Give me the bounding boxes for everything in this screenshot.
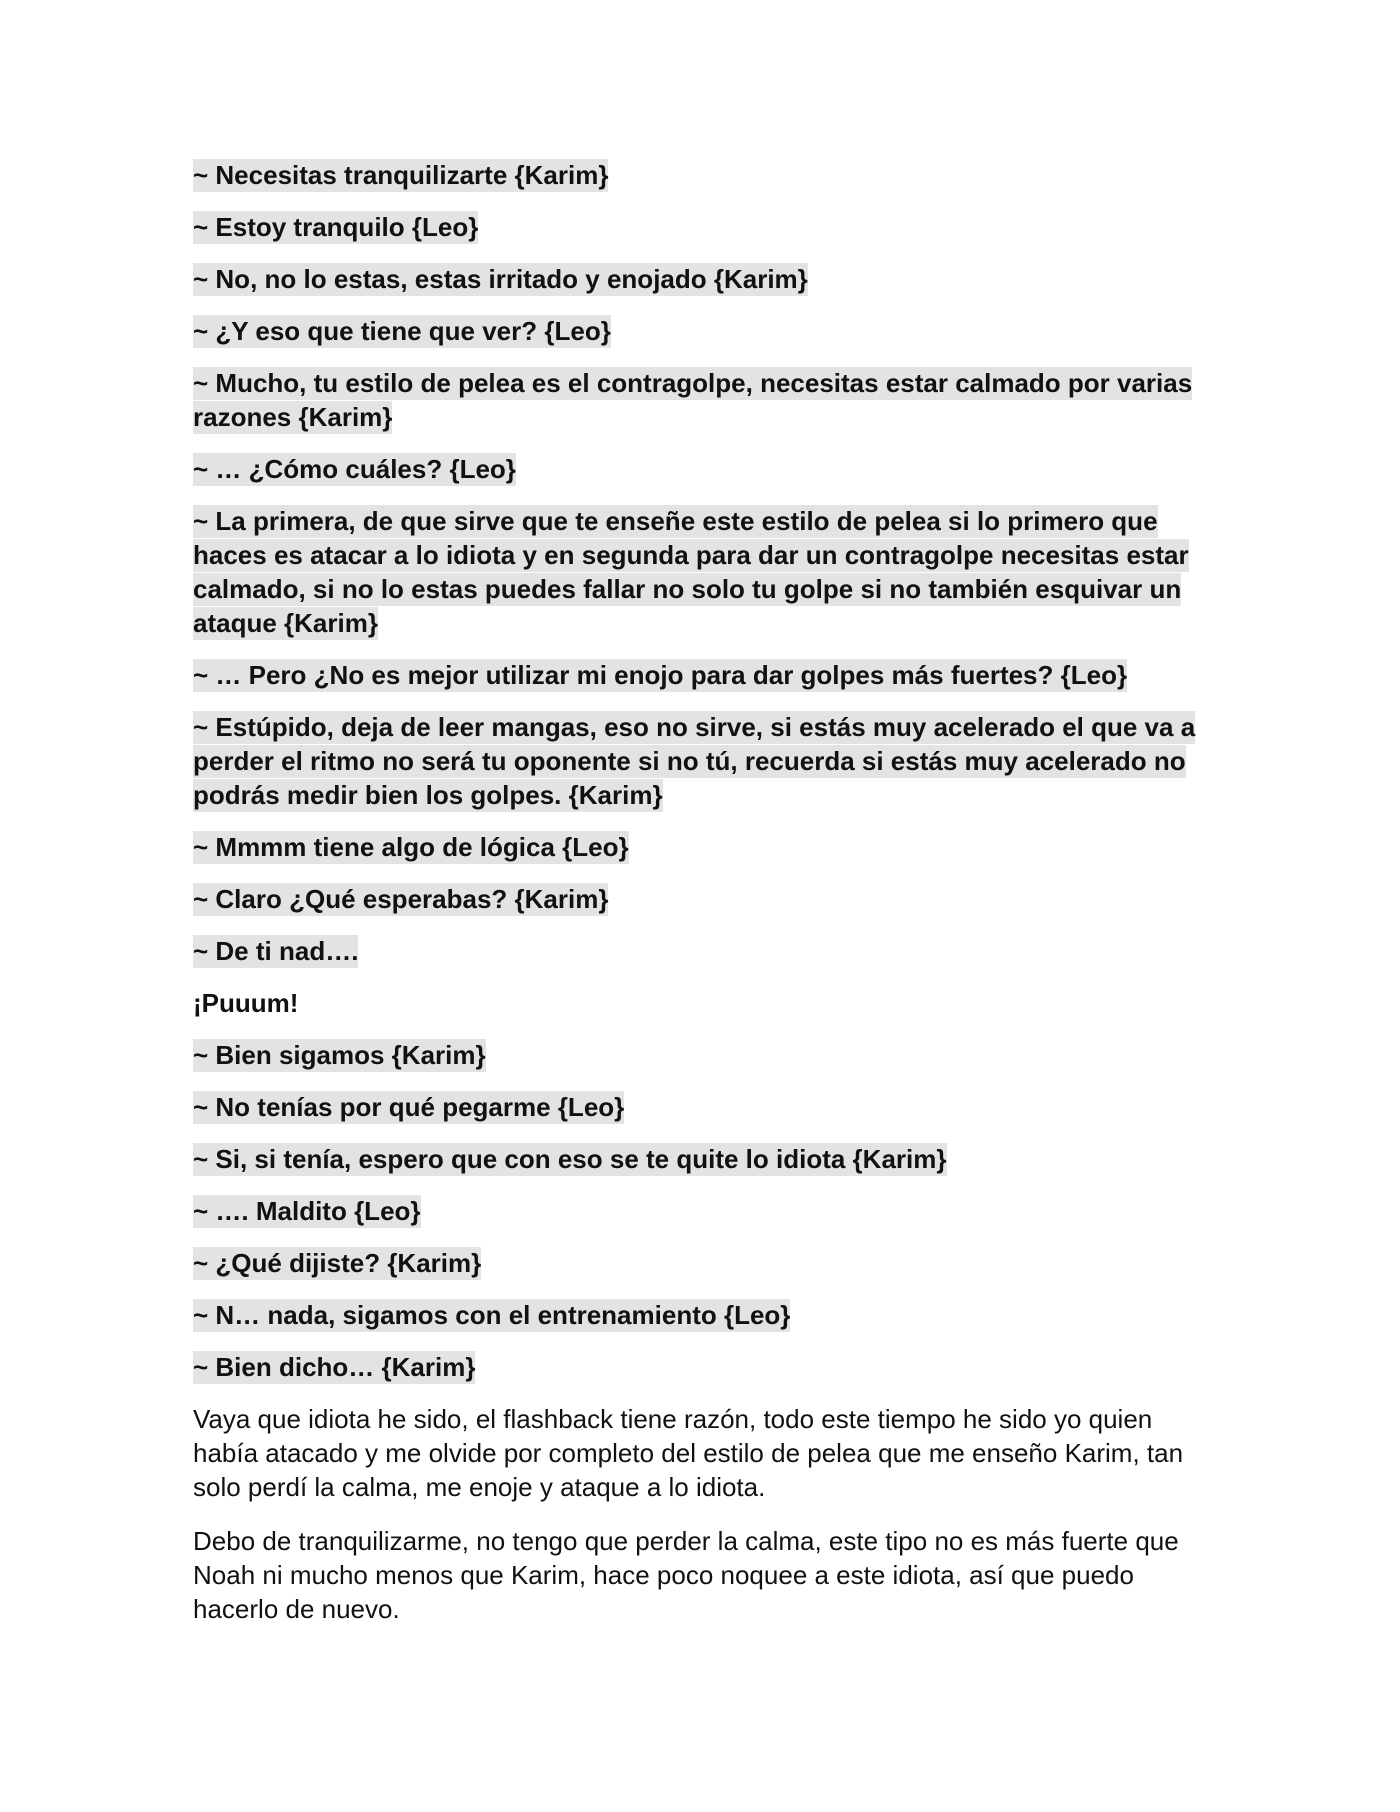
dialogue-line: ~ No, no lo estas, estas irritado y enojado {Karim} xyxy=(193,264,808,294)
dialogue-line: ~ … ¿Cómo cuáles? {Leo} xyxy=(193,454,516,484)
dialogue-line: ~ Estúpido, deja de leer mangas, eso no sirve, si estás muy acelerado el que va a perder el ritmo no será tu oponente si no tú, recuerda si estás muy acelerado no podrás medir bien los golpes. {Karim} xyxy=(193,712,1196,810)
dialogue-line: ~ Estoy tranquilo {Leo} xyxy=(193,212,479,242)
dialogue-line: ~ Mmmm tiene algo de lógica {Leo} xyxy=(193,832,629,862)
narration-paragraph: Vaya que idiota he sido, el flashback tiene razón, todo este tiempo he sido yo quien había atacado y me olvide por completo del estilo de pelea que me enseño Karim, tan solo perdí la calma, me enoje y ataque a lo idiota. xyxy=(193,1404,1184,1502)
dialogue-line: ~ Si, si tenía, espero que con eso se te quite lo idiota {Karim} xyxy=(193,1144,947,1174)
narration-paragraph: Debo de tranquilizarme, no tengo que perder la calma, este tipo no es más fuerte que Noah ni mucho menos que Karim, hace poco noquee a este idiota, así que puedo hacerlo de nuevo. xyxy=(193,1526,1179,1624)
sound-effect-line: ¡Puuum! xyxy=(193,988,299,1018)
dialogue-line: ~ … Pero ¿No es mejor utilizar mi enojo para dar golpes más fuertes? {Leo} xyxy=(193,660,1128,690)
dialogue-line: ~ Bien sigamos {Karim} xyxy=(193,1040,486,1070)
dialogue-line: ~ Bien dicho… {Karim} xyxy=(193,1352,476,1382)
dialogue-line: ~ ¿Y eso que tiene que ver? {Leo} xyxy=(193,316,611,346)
dialogue-line: ~ No tenías por qué pegarme {Leo} xyxy=(193,1092,625,1122)
dialogue-line: ~ Mucho, tu estilo de pelea es el contragolpe, necesitas estar calmado por varias razones {Karim} xyxy=(193,368,1193,432)
document-body xyxy=(193,158,1215,1646)
dialogue-line: ~ N… nada, sigamos con el entrenamiento {Leo} xyxy=(193,1300,791,1330)
dialogue-line: ~ …. Maldito {Leo} xyxy=(193,1196,421,1226)
dialogue-line: ~ Claro ¿Qué esperabas? {Karim} xyxy=(193,884,609,914)
dialogue-line: ~ Necesitas tranquilizarte {Karim} xyxy=(193,160,609,190)
dialogue-line: ~ ¿Qué dijiste? {Karim} xyxy=(193,1248,482,1278)
dialogue-line: ~ La primera, de que sirve que te enseñe este estilo de pelea si lo primero que haces es atacar a lo idiota y en segunda para dar un contragolpe necesitas estar calmado, si no lo estas puedes fallar no solo tu golpe si no también esquivar un ataque {Karim} xyxy=(193,506,1189,638)
dialogue-line: ~ De ti nad…. xyxy=(193,936,359,966)
